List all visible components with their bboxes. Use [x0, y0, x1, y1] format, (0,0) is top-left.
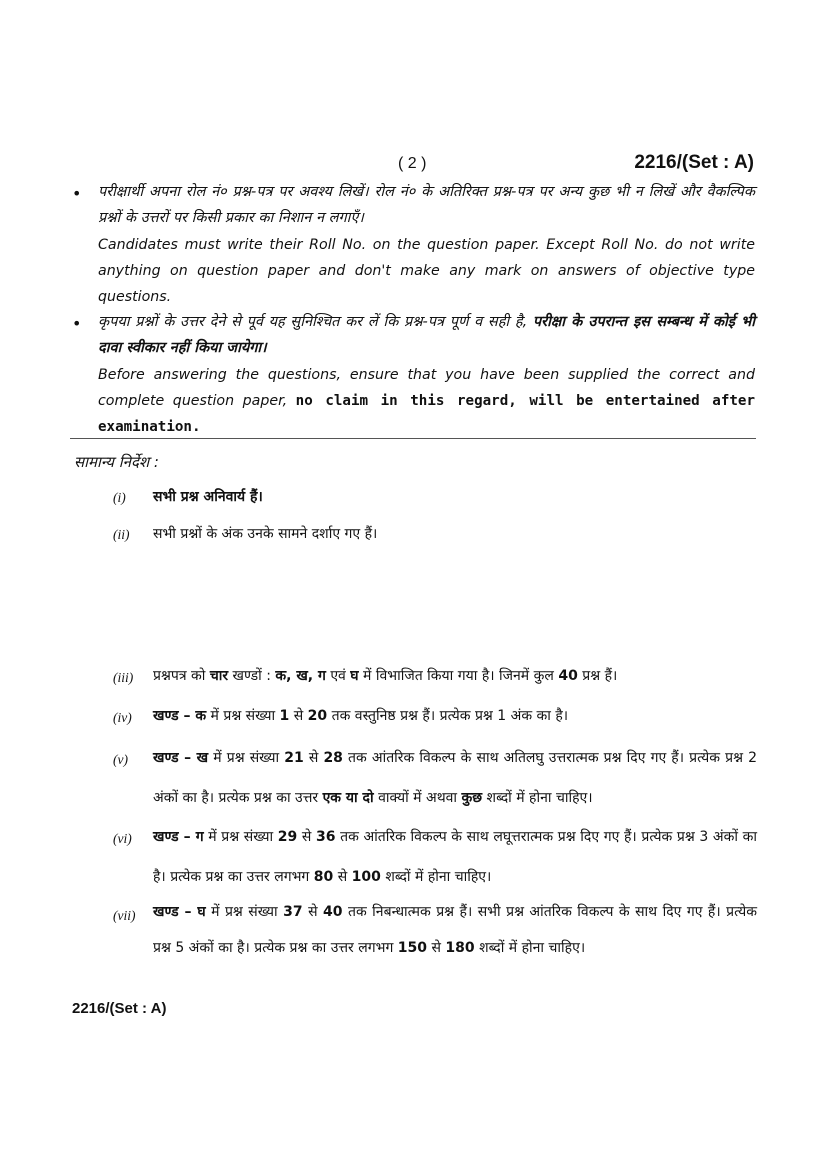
item-vii-t2: से	[308, 904, 318, 920]
item-vii-b3: 40	[323, 904, 343, 920]
item-v-number: (v)	[113, 752, 128, 767]
note-2-hindi	[98, 309, 755, 361]
item-ii-text: सभी प्रश्नों के अंक उनके सामने दर्शाए गए हैं।	[153, 526, 378, 542]
item-vii-t5: शब्दों में होना चाहिए।	[479, 940, 586, 956]
item-iv-number: (iv)	[113, 710, 132, 725]
item-iv-t3: तक वस्तुनिष्ठ प्रश्न हैं। प्रत्येक प्रश्न 1 अंक का है।	[331, 708, 569, 724]
item-iii-b2: क, ख, ग	[275, 668, 326, 684]
item-v-t2: से	[308, 750, 319, 766]
page-number: ( 2 )	[398, 155, 427, 172]
item-vi-b5: 100	[351, 869, 381, 885]
item-v-text	[153, 738, 757, 818]
item-i-number: (i)	[113, 490, 126, 505]
note-1-english: Candidates must write their Roll No. on the question paper. Except Roll No. do not write anything on question paper and don't make any mark on answers of objective type questions.	[98, 237, 755, 305]
item-iii-number: (iii)	[113, 670, 134, 685]
item-vii-t1: में प्रश्न संख्या	[211, 904, 278, 920]
item-vii-b4: 150	[397, 940, 428, 956]
item-vii-number: (vii)	[113, 908, 136, 923]
item-vi-number: (vi)	[113, 831, 132, 846]
item-vii-b5: 180	[445, 940, 475, 956]
item-iii-b1: चार	[209, 668, 229, 684]
bullet-1: •	[72, 184, 82, 203]
item-v-t4: वाक्यों में अथवा	[378, 790, 458, 806]
note-2-english-text: Before answering the questions, ensure that you have been supplied the correct and complete question paper,	[98, 367, 755, 409]
note-2-english	[98, 362, 755, 440]
item-iv-t1: में प्रश्न संख्या	[210, 708, 276, 724]
item-i-text	[153, 477, 757, 517]
bullet-2: •	[72, 314, 82, 333]
item-v-t1: में प्रश्न संख्या	[213, 750, 280, 766]
note-1-hindi: परीक्षार्थी अपना रोल नं० प्रश्न-पत्र पर अवश्य लिखें। रोल नं० के अतिरिक्त प्रश्न-पत्र पर अन्य कुछ भी न लिखें और वैकल्पिक प्रश्नों के उत्तरों पर किसी प्रकार का निशान न लगाएँ।	[98, 184, 755, 226]
item-vi-b2: 29	[277, 829, 298, 845]
item-v-b3: 28	[323, 750, 343, 766]
item-iv-t2: से	[293, 708, 304, 724]
item-iii-t5: प्रश्न हैं।	[582, 668, 618, 684]
item-iii-text	[153, 656, 757, 696]
item-vii-b2: 37	[283, 904, 303, 920]
item-iii-t4: में विभाजित किया गया है। जिनमें कुल	[363, 668, 554, 684]
item-vi-text	[153, 817, 757, 897]
item-vi-b4: 80	[313, 869, 334, 885]
item-iv-b3: 20	[307, 708, 328, 724]
paper-code-footer: 2216/(Set : A)	[72, 1000, 167, 1017]
item-iii-t1: प्रश्नपत्र को	[153, 668, 206, 684]
item-v-b4: एक या दो	[322, 790, 374, 806]
item-v-t3: तक आंतरिक विकल्प के साथ अतिलघु उत्तरात्मक प्रश्न दिए गए हैं। प्रत्येक प्रश्न 2 अंकों का है। प्रत्येक प्रश्न का उत्तर	[153, 750, 758, 806]
item-vi-b3: 36	[316, 829, 336, 845]
item-iv-b1: खण्ड – क	[153, 708, 207, 724]
item-vii-b1: खण्ड – घ	[153, 904, 206, 920]
note-2-hindi-bold: परीक्षा के उपरान्त इस सम्बन्ध में कोई भी दावा स्वीकार नहीं किया जायेगा।	[98, 314, 756, 356]
item-v-b1: खण्ड – ख	[153, 750, 209, 766]
item-iii-b4: 40	[558, 668, 578, 684]
note-2-hindi-text: कृपया प्रश्नों के उत्तर देने से पूर्व यह सुनिश्चित कर लें कि प्रश्न-पत्र पूर्ण व सही है,	[98, 314, 528, 330]
item-iii-b3: घ	[350, 668, 359, 684]
item-vi-t5: शब्दों में होना चाहिए।	[385, 869, 492, 885]
item-i-bold: सभी प्रश्न अनिवार्य हैं।	[153, 489, 263, 505]
item-vi-t2: से	[301, 829, 312, 845]
general-instructions-heading: सामान्य निर्देश :	[74, 453, 159, 471]
item-v-b5: कुछ	[461, 790, 483, 806]
item-v-b2: 21	[284, 750, 304, 766]
item-iii-t2: खण्डों :	[232, 668, 271, 684]
item-vi-t4: से	[337, 869, 348, 885]
item-iii-t3: एवं	[330, 668, 346, 684]
item-vi-b1: खण्ड – ग	[153, 829, 204, 845]
item-vii-t3: तक निबन्धात्मक प्रश्न हैं। सभी प्रश्न आंतरिक विकल्प के साथ दिए गए हैं। प्रत्येक प्रश्न 5 अंकों का है। प्रत्येक प्रश्न का उत्तर लगभग	[153, 904, 758, 956]
item-iv-b2: 1	[279, 708, 290, 724]
item-vi-t1: में प्रश्न संख्या	[208, 829, 274, 845]
item-iv-text	[153, 696, 757, 736]
divider-line	[70, 438, 756, 439]
item-ii-number: (ii)	[113, 527, 130, 542]
item-vii-t4: से	[431, 940, 441, 956]
item-vii-text	[153, 894, 757, 966]
item-v-t5: शब्दों में होना चाहिए।	[486, 790, 593, 806]
item-vi-t3: तक आंतरिक विकल्प के साथ लघूत्तरात्मक प्रश्न दिए गए हैं। प्रत्येक प्रश्न 3 अंकों का है। प्रत्येक प्रश्न का उत्तर लगभग	[153, 829, 758, 885]
note-2-english-bold: no claim in this regard, will be entertained after examination.	[98, 393, 755, 435]
paper-code-header: 2216/(Set : A)	[634, 152, 754, 173]
